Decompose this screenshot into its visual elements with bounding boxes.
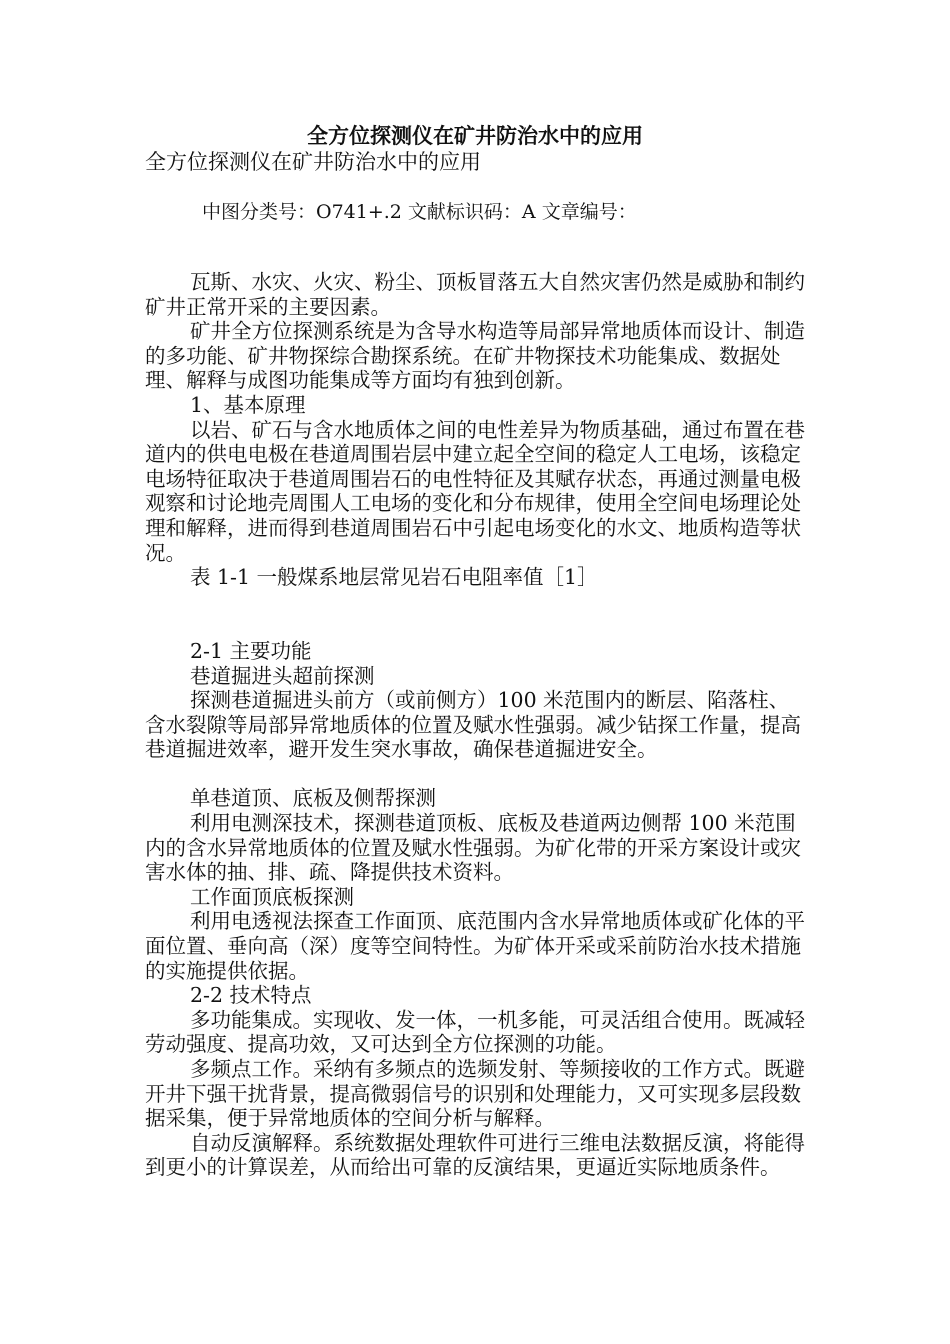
paragraph: 以岩、矿石与含水地质体之间的电性差异为物质基础，通过布置在巷道内的供电电极在巷道周围岩层中建立起全空间的稳定人工电场，该稳定电场特征取决于巷道周围岩石的电性特征及其赋存状态，再通过测量电极观察和讨论地壳周围人工电场的变化和分布规律，使用全空间电场理论处理和解释，进而得到巷道周围岩石中引起电场变化的水文、地质构造等状况。 bbox=[145, 417, 805, 565]
paragraph: 利用电测深技术，探测巷道顶板、底板及巷道两边侧帮 100 米范围内的含水异常地质体的位置及赋水性强弱。为矿化带的开采方案设计或灾害水体的抽、排、疏、降提供技术资料。 bbox=[145, 811, 801, 885]
paragraph: 自动反演解释。系统数据处理软件可进行三维电法数据反演，将能得到更小的计算误差，从而给出可靠的反演结果，更逼近实际地质条件。 bbox=[145, 1130, 805, 1180]
table-caption: 表 1-1 一般煤系地层常见岩石电阻率值［1］ bbox=[190, 565, 598, 590]
blank-space bbox=[145, 590, 805, 639]
blank-space bbox=[145, 762, 805, 787]
paragraph: 多频点工作。采纳有多频点的选频发射、等频接收的工作方式。既避开井下强干扰背景，提高微弱信号的识别和处理能力，又可实现多层段数据采集，便于异常地质体的空间分析与解释。 bbox=[145, 1057, 805, 1131]
section-heading: 2-2 技术特点 bbox=[190, 983, 312, 1008]
subsection-heading: 工作面顶底板探测 bbox=[190, 884, 354, 909]
paragraph: 利用电透视法探查工作面顶、底范围内含水异常地质体或矿化体的平面位置、垂向高（深）度等空间特性。为矿体开采或采前防治水技术措施的实施提供依据。 bbox=[145, 909, 805, 983]
paragraph: 瓦斯、水灾、火灾、粉尘、顶板冒落五大自然灾害仍然是威胁和制约矿井正常开采的主要因素。 bbox=[145, 270, 805, 319]
section-heading: 1、基本原理 bbox=[190, 392, 306, 417]
paragraph: 矿井全方位探测系统是为含导水构造等局部异常地质体而设计、制造的多功能、矿井物探综合勘探系统。在矿井物探技术功能集成、数据处理、解释与成图功能集成等方面均有独到创新。 bbox=[145, 319, 805, 393]
subsection-heading: 单巷道顶、底板及侧帮探测 bbox=[190, 786, 436, 811]
paragraph: 探测巷道掘进头前方（或前侧方）100 米范围内的断层、陷落柱、含水裂隙等局部异常地质体的位置及赋水性强弱。减少钻探工作量，提高巷道掘进效率，避开发生突水事故，确保巷道掘进安全。 bbox=[145, 688, 801, 762]
document-title: 全方位探测仪在矿井防治水中的应用 bbox=[307, 124, 643, 148]
document-body bbox=[145, 270, 805, 1180]
classification-line: 中图分类号：O741+.2 文献标识码：A 文章编号： bbox=[202, 201, 637, 223]
document-subtitle: 全方位探测仪在矿井防治水中的应用 bbox=[145, 150, 481, 174]
paragraph: 多功能集成。实现收、发一体，一机多能，可灵活组合使用。既减轻劳动强度、提高功效，又可达到全方位探测的功能。 bbox=[145, 1007, 805, 1057]
section-heading: 2-1 主要功能 bbox=[190, 638, 312, 663]
subsection-heading: 巷道掘进头超前探测 bbox=[190, 663, 375, 688]
